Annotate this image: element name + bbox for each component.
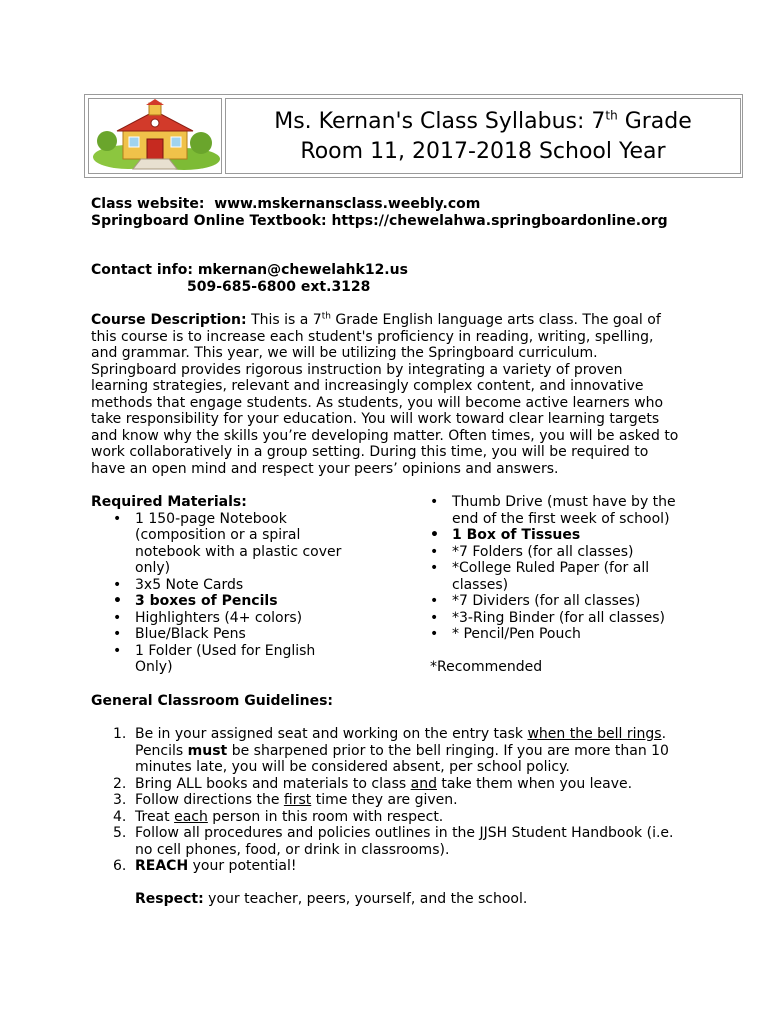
materials-right-list: [430, 494, 680, 643]
guideline-text: . Pencils: [135, 726, 667, 759]
guideline-text: be sharpened prior to the bell ringing. If you are more than 10 minutes late, you will be considered absent, per school policy.: [135, 742, 669, 775]
list-item: • 1 Box of Tissues: [430, 527, 680, 544]
textbook-line: [91, 213, 691, 230]
list-item: • 3x5 Note Cards: [113, 577, 343, 594]
list-item: • *7 Dividers (for all classes): [430, 593, 680, 610]
guideline-number: 6.: [113, 858, 127, 874]
list-item: • Thumb Drive (must have by the end of the first week of school): [430, 494, 680, 527]
website-line: [91, 196, 691, 213]
guideline-text: Follow directions the: [135, 792, 284, 808]
guideline-text: time they are given.: [311, 792, 458, 808]
guideline-number: 2.: [113, 775, 127, 792]
guideline-3: [91, 792, 691, 809]
guideline-2: [91, 776, 691, 793]
list-item: • 1 Folder (Used for English Only): [113, 643, 343, 676]
list-item: • *3-Ring Binder (for all classes): [430, 610, 680, 627]
guideline-text: Treat: [135, 808, 175, 825]
guideline-1: [91, 726, 691, 776]
course-description: [91, 312, 683, 477]
guideline-6: [91, 858, 691, 875]
materials-right-column: [430, 494, 690, 675]
respect-text: your teacher, peers, yourself, and the school.: [203, 891, 528, 907]
title-line-1: [226, 107, 740, 137]
guideline-bold: REACH: [135, 858, 189, 874]
guideline-4: [91, 809, 691, 826]
guideline-number: 3.: [113, 792, 127, 808]
guideline-emphasis: when the bell rings: [527, 726, 662, 742]
guidelines-heading: General Classroom Guidelines:: [91, 693, 334, 709]
materials-left-column: [91, 494, 371, 676]
guideline-text: person in this room with respect.: [207, 808, 444, 825]
title-line-2: Room 11, 2017-2018 School Year: [300, 139, 666, 164]
course-superscript: th: [321, 311, 331, 322]
respect-label: Respect:: [135, 891, 204, 907]
guideline-5: [91, 825, 691, 858]
guidelines-section: [91, 726, 691, 908]
contact-section: [91, 262, 691, 295]
contact-label: Contact info:: [91, 262, 193, 278]
list-item: • 3 boxes of Pencils: [113, 593, 343, 610]
list-item: • * Pencil/Pen Pouch: [430, 626, 680, 643]
links-section: [91, 196, 691, 229]
recommended-note: *Recommended: [430, 658, 543, 675]
syllabus-title: [225, 98, 741, 174]
guideline-emphasis: each: [174, 808, 208, 825]
list-item: • Highlighters (4+ colors): [113, 610, 343, 627]
list-item: • 1 150-page Notebook (composition or a spiral notebook with a plastic cover only): [113, 511, 343, 577]
guideline-text: Follow all procedures and policies outlines in the JJSH Student Handbook (i.e. no cell phones, food, or drink in classrooms).: [135, 825, 674, 858]
materials-left-list: [113, 511, 343, 676]
guideline-bold: must: [187, 742, 228, 759]
schoolhouse-illustration: [89, 99, 221, 173]
contact-email[interactable]: mkernan@chewelahk12.us: [197, 262, 408, 278]
list-item: • Blue/Black Pens: [113, 626, 343, 643]
materials-heading: Required Materials:: [91, 494, 247, 510]
list-item: • *College Ruled Paper (for all classes): [430, 560, 680, 593]
guideline-text: Be in your assigned seat and working on the entry task: [135, 726, 528, 742]
title-superscript: th: [605, 108, 618, 123]
textbook-label: Springboard Online Textbook:: [91, 212, 327, 229]
guideline-text: Bring ALL books and materials to class: [135, 775, 411, 792]
list-item: • *7 Folders (for all classes): [430, 544, 680, 561]
schoolhouse-logo: [88, 98, 222, 174]
guideline-emphasis: and: [410, 775, 437, 792]
guideline-number: 4.: [113, 808, 127, 825]
guideline-text: your potential!: [188, 858, 297, 874]
course-text: Grade English language arts class. The goal of this course is to increase each student's proficiency in reading, writing, spelling, and grammar. This year, we will be utilizing the Springboard curriculum. Springboard provides rigorous instruction by integrating a variety of proven learning strategies, relevant and increasingly complex content, and innovative methods that engage students. As students, you will become active learners who take responsibility for your education. You will work toward clear learning targets and know why the skills you’re developing matter. Often times, you will be asked to work collaboratively in a group setting. During this time, you will be required to have an open mind and respect your peers’ opinions and answers.: [91, 312, 679, 477]
respect-line: [91, 891, 691, 908]
website-link[interactable]: www.mskernansclass.weebly.com: [214, 196, 481, 212]
guideline-text: take them when you leave.: [436, 775, 633, 792]
course-intro: This is a 7: [251, 312, 322, 328]
title-text: Ms. Kernan's Class Syllabus: 7: [274, 109, 606, 134]
guideline-emphasis: first: [283, 792, 312, 808]
guidelines-list: [91, 726, 691, 875]
guideline-number: 1.: [113, 726, 127, 742]
contact-line: [91, 262, 691, 279]
guideline-number: 5.: [113, 825, 127, 841]
course-label: Course Description:: [91, 312, 247, 328]
contact-phone: 509-685-6800 ext.3128: [187, 278, 371, 295]
header-table: [84, 94, 743, 178]
textbook-link[interactable]: https://chewelahwa.springboardonline.org: [331, 212, 668, 229]
title-grade: Grade: [617, 109, 692, 134]
website-label: Class website:: [91, 196, 205, 212]
